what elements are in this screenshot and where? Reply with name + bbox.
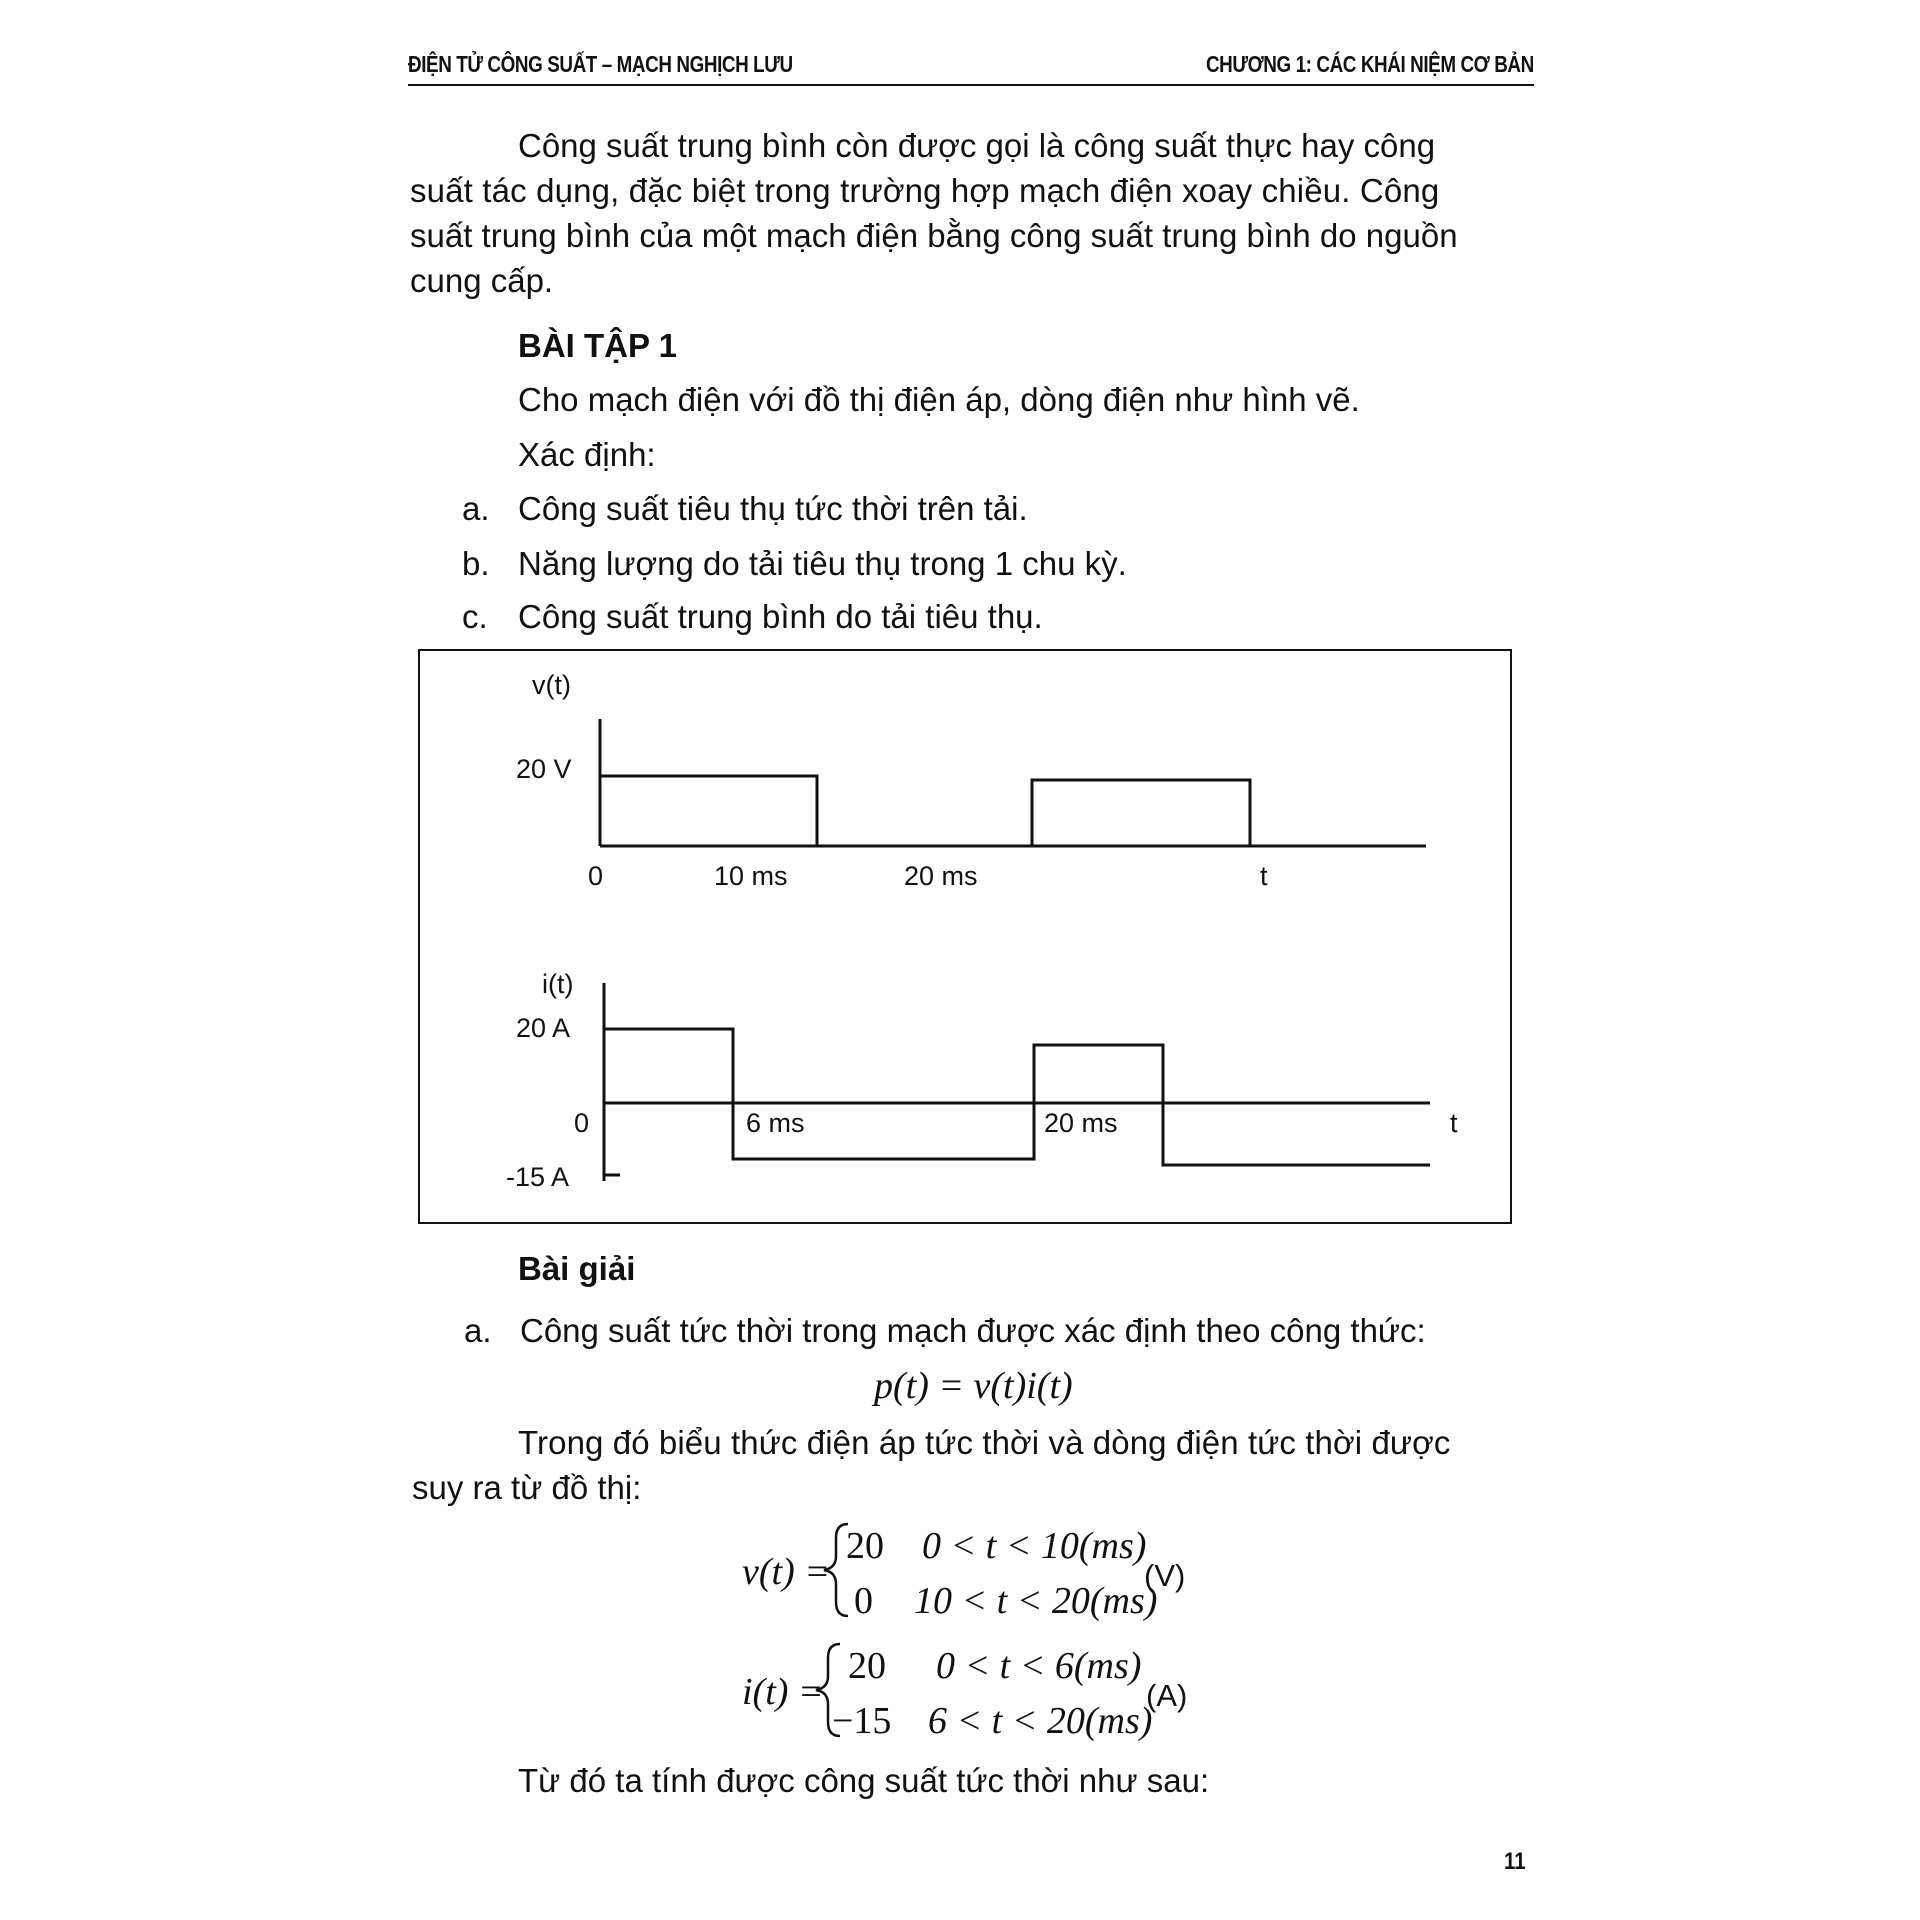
voltage-tick-10ms: 10 ms (714, 861, 788, 891)
voltage-zero-label: 0 (588, 861, 604, 891)
v-eq-lhs: v(t) = (742, 1551, 830, 1593)
item-marker: a. (462, 490, 490, 527)
formula-text: p(t) = v(t)i(t) (874, 1365, 1073, 1407)
formula-power (860, 1356, 1100, 1412)
waveform-svg (420, 651, 1514, 1226)
exercise-title: BÀI TẬP 1 (518, 327, 677, 364)
current-high-label: 20 A (516, 1013, 571, 1043)
solution-item-a (464, 1308, 1426, 1353)
voltage-tick-20ms: 20 ms (904, 861, 978, 891)
header-book-title: ĐIỆN TỬ CÔNG SUẤT – MẠCH NGHỊCH LƯU (408, 51, 793, 77)
item-marker: a. (464, 1312, 492, 1349)
header-chapter-title: CHƯƠNG 1: CÁC KHÁI NIỆM CƠ BẢN (1206, 51, 1534, 77)
current-waveform (604, 1029, 1430, 1165)
exercise-determine: Xác định: (518, 436, 656, 473)
v-eq-unit: (V) (1144, 1558, 1186, 1593)
current-equation (736, 1634, 1206, 1744)
solution-closing: Từ đó ta tính được công suất tức thời như sau: (518, 1762, 1210, 1799)
exercise-item-a (462, 486, 1028, 531)
i-eq-case1-value: 20 (848, 1645, 886, 1687)
waveform-figure (418, 649, 1512, 1224)
page-number: 11 (1504, 1848, 1526, 1875)
exercise-item-c (462, 594, 1043, 639)
i-eq-unit: (A) (1146, 1678, 1188, 1713)
voltage-t-label: t (1260, 861, 1268, 891)
v-eq-brace (824, 1524, 848, 1616)
current-tick-6ms: 6 ms (746, 1108, 805, 1138)
voltage-ylabel: v(t) (532, 670, 571, 700)
solution-title: Bài giải (518, 1250, 636, 1287)
i-eq-case1-condition: 0 < t < 6(ms) (936, 1645, 1142, 1687)
i-eq-case2-condition: 6 < t < 20(ms) (928, 1700, 1153, 1742)
current-ylabel: i(t) (542, 969, 574, 999)
voltage-equation (736, 1514, 1206, 1624)
voltage-pulse-2 (1032, 780, 1250, 846)
intro-line-4: cung cấp. (410, 262, 554, 299)
current-low-label: -15 A (506, 1162, 570, 1192)
v-eq-case2-value: 0 (854, 1580, 873, 1622)
exercise-item-b (462, 541, 1127, 586)
v-eq-case2-condition: 10 < t < 20(ms) (914, 1580, 1158, 1622)
exercise-prompt: Cho mạch điện với đồ thị điện áp, dòng điện như hình vẽ. (518, 381, 1360, 418)
intro-line-1: Công suất trung bình còn được gọi là công suất thực hay công (518, 127, 1436, 164)
v-eq-case1-value: 20 (846, 1525, 884, 1567)
item-text: Công suất tức thời trong mạch được xác định theo công thức: (520, 1312, 1426, 1349)
item-marker: c. (462, 598, 488, 635)
item-text: Công suất trung bình do tải tiêu thụ. (518, 598, 1043, 635)
solution-para-line-1: Trong đó biểu thức điện áp tức thời và dòng điện tức thời được (518, 1424, 1451, 1461)
item-marker: b. (462, 545, 490, 582)
voltage-pulse-1 (600, 776, 817, 846)
v-eq-case1-condition: 0 < t < 10(ms) (922, 1525, 1147, 1567)
i-eq-lhs: i(t) = (742, 1671, 824, 1713)
current-t-label: t (1450, 1108, 1458, 1138)
current-zero-label: 0 (574, 1108, 590, 1138)
intro-line-2: suất tác dụng, đặc biệt trong trường hợp mạch điện xoay chiều. Công (410, 172, 1440, 209)
running-header (408, 44, 1534, 86)
current-tick-20ms: 20 ms (1044, 1108, 1118, 1138)
item-text: Công suất tiêu thụ tức thời trên tải. (518, 490, 1028, 527)
item-text: Năng lượng do tải tiêu thụ trong 1 chu kỳ. (518, 545, 1127, 582)
voltage-level-label: 20 V (516, 754, 572, 784)
i-eq-case2-value: −15 (832, 1700, 892, 1742)
solution-para-line-2: suy ra từ đồ thị: (412, 1469, 642, 1506)
intro-line-3: suất trung bình của một mạch điện bằng công suất trung bình do nguồn (410, 217, 1458, 254)
